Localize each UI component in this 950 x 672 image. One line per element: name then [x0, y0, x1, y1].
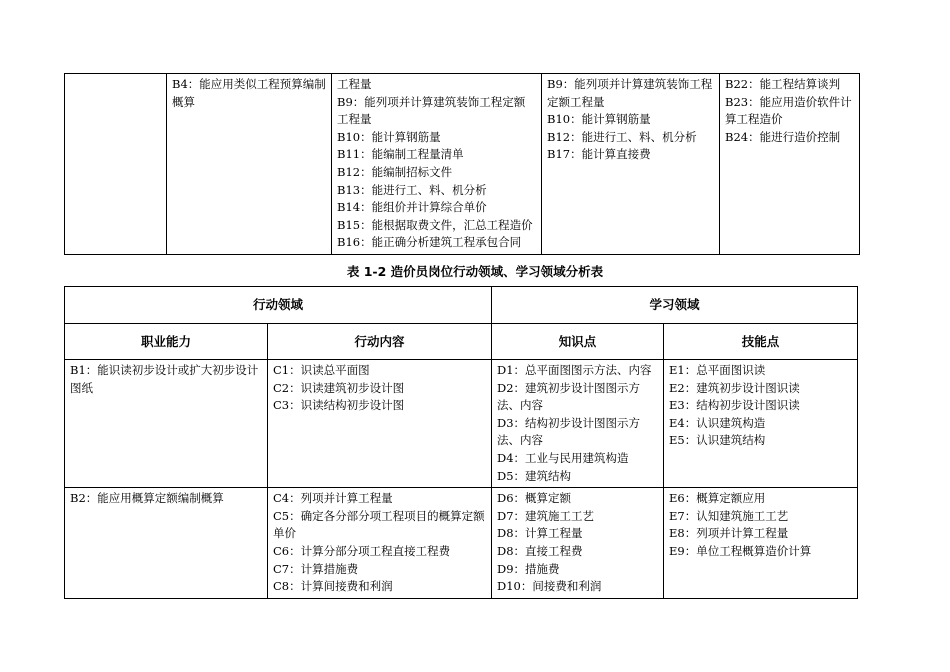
cell-line: 工程量 — [337, 77, 372, 91]
cell-line: B15：能根据取费文件，汇总工程造价 — [337, 217, 533, 232]
cell-line: C1：识读总平面图 — [273, 363, 370, 377]
cell-line: C2：识读建筑初步设计图 — [273, 380, 405, 395]
header-learning-domain: 学习领域 — [492, 287, 858, 324]
analysis-table — [64, 286, 858, 599]
cell-line: B17：能计算直接费 — [547, 147, 651, 162]
ability-cell — [65, 488, 268, 599]
cell-line: C4：列项并计算工程量 — [273, 491, 393, 506]
header-column-row — [65, 324, 858, 360]
cell-line: C6：计算分部分项工程直接工程费 — [273, 543, 451, 558]
cell-line: E4：认识建筑构造 — [669, 415, 766, 430]
top-col-d-cell — [542, 74, 720, 255]
cell-line: B22：能工程结算谈判 — [725, 77, 841, 91]
cell-line: C5：确定各分部分项工程项目的概算定额单价 — [273, 508, 485, 541]
cell-line: C7：计算措施费 — [273, 561, 359, 576]
cell-line: B24：能进行造价控制 — [725, 129, 841, 144]
cell-line: D9：措施费 — [497, 561, 560, 576]
cell-line: B16：能正确分析建筑工程承包合同 — [337, 235, 522, 250]
actions-cell — [268, 488, 492, 599]
cell-line: D1：总平面图图示方法、内容 — [497, 363, 652, 377]
cell-text: B1：能识读初步设计或扩大初步设计图纸 — [70, 363, 259, 395]
table-row — [65, 360, 858, 488]
cell-line: D6：概算定额 — [497, 491, 572, 506]
cell-line: B12：能进行工、料、机分析 — [547, 129, 697, 144]
actions-cell — [268, 360, 492, 488]
top-col-c-cell — [332, 74, 542, 255]
cell-line: B14：能组价并计算综合单价 — [337, 200, 487, 215]
knowledge-cell — [492, 360, 664, 488]
cell-line: E3：结构初步设计图识读 — [669, 398, 800, 413]
cell-line: C3：识读结构初步设计图 — [273, 398, 405, 413]
cell-line: D5：建筑结构 — [497, 468, 572, 483]
cell-line: B13：能进行工、料、机分析 — [337, 182, 487, 197]
cell-line: B12：能编制招标文件 — [337, 164, 453, 179]
skills-cell — [664, 360, 858, 488]
cell-line: E2：建筑初步设计图识读 — [669, 380, 800, 395]
ability-cell — [65, 360, 268, 488]
cell-line: E6：概算定额应用 — [669, 491, 766, 506]
cell-line: B10：能计算钢筋量 — [337, 129, 441, 144]
cell-line: B9：能列项并计算建筑装饰工程定额工程量 — [547, 77, 713, 109]
cell-line: D8：直接工程费 — [497, 543, 583, 558]
cell-line: C8：计算间接费和利润 — [273, 579, 393, 594]
header-skills: 技能点 — [664, 324, 858, 360]
cell-line: B11：能编制工程量清单 — [337, 147, 464, 162]
cell-line: B10：能计算钢筋量 — [547, 112, 651, 127]
cell-line: E9：单位工程概算造价计算 — [669, 543, 812, 558]
table-caption: 表 1-2 造价员岗位行动领域、学习领域分析表 — [346, 264, 604, 279]
header-actions: 行动内容 — [268, 324, 492, 360]
cell-line: D8：计算工程量 — [497, 526, 583, 541]
header-action-domain: 行动领域 — [65, 287, 492, 324]
cell-line: D7：建筑施工工艺 — [497, 508, 595, 523]
top-col-a-cell — [65, 74, 167, 255]
cell-line: E5：认识建筑结构 — [669, 433, 766, 448]
cell-text: B4：能应用类似工程预算编制概算 — [172, 77, 326, 109]
knowledge-cell — [492, 488, 664, 599]
cell-text: B2：能应用概算定额编制概算 — [70, 491, 224, 506]
cell-line: E7：认知建筑施工工艺 — [669, 508, 789, 523]
cell-line: D10：间接费和利润 — [497, 579, 602, 594]
header-knowledge: 知识点 — [492, 324, 664, 360]
cell-line: B9：能列项并计算建筑装饰工程定额工程量 — [337, 94, 526, 127]
table-row — [65, 488, 858, 599]
cell-line: D3：结构初步设计图图示方法、内容 — [497, 415, 641, 448]
cell-line: D4：工业与民用建筑构造 — [497, 450, 629, 465]
top-table — [64, 73, 860, 255]
cell-line: E1：总平面图识读 — [669, 363, 766, 377]
skills-cell — [664, 488, 858, 599]
cell-line: E8：列项并计算工程量 — [669, 526, 789, 541]
cell-line: B23：能应用造价软件计算工程造价 — [725, 94, 852, 127]
cell-line: D2：建筑初步设计图图示方法、内容 — [497, 380, 641, 413]
header-group-row — [65, 287, 858, 324]
header-ability: 职业能力 — [65, 324, 268, 360]
table-row — [65, 74, 860, 255]
top-col-b-cell — [167, 74, 332, 255]
top-col-e-cell — [720, 74, 860, 255]
